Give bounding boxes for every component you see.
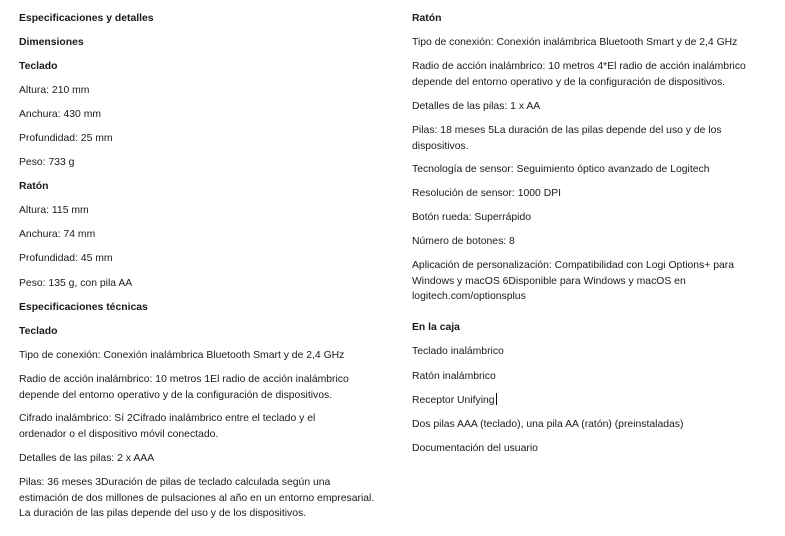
heading-in-the-box: En la caja [412,322,460,333]
box-item-mouse: Ratón inalámbrico [412,371,496,382]
mouse-width: Anchura: 74 mm [19,229,96,240]
keyboard-battery-details: Detalles de las pilas: 2 x AAA [19,453,155,464]
heading-mouse-dimensions: Ratón [19,181,49,192]
mouse-button-count: Número de botones: 8 [412,236,515,247]
mouse-height: Altura: 115 mm [19,205,89,216]
heading-tech-keyboard: Teclado [19,326,58,337]
keyboard-height: Altura: 210 mm [19,85,90,96]
keyboard-encryption: Cifrado inalámbrico: Sí 2Cifrado inalámbrico entre el teclado y el ordenador o el dispositivo móvil conectado. [19,413,316,440]
box-item-keyboard: Teclado inalámbrico [412,346,504,357]
keyboard-depth: Profundidad: 25 mm [19,133,113,144]
heading-keyboard-dimensions: Teclado [19,61,58,72]
box-item-receiver-label: Receptor Unifying [412,395,495,406]
mouse-battery-life: Pilas: 18 meses 5La duración de las pilas depende del uso y de los dispositivos. [412,125,722,152]
mouse-sensor-technology: Tecnología de sensor: Seguimiento óptico avanzado de Logitech [412,164,710,175]
box-item-receiver [412,393,497,409]
section-title-specs: Especificaciones y detalles [19,13,154,24]
box-item-batteries: Dos pilas AAA (teclado), una pila AA (ratón) (preinstaladas) [412,419,684,430]
mouse-wireless-range: Radio de acción inalámbrico: 10 metros 4*El radio de acción inalámbrico depende del entorno operativo y de la configuración de dispositivos. [412,61,746,88]
heading-tech-mouse: Ratón [412,13,442,24]
text-cursor [496,393,497,405]
keyboard-wireless-range: Radio de acción inalámbrico: 10 metros 1El radio de acción inalámbrico depende del entorno operativo y de la configuración de dispositivos. [19,374,349,401]
keyboard-weight: Peso: 733 g [19,157,75,168]
box-item-documentation: Documentación del usuario [412,443,538,454]
mouse-weight: Peso: 135 g, con pila AA [19,278,133,289]
keyboard-connection-type: Tipo de conexión: Conexión inalámbrica Bluetooth Smart y de 2,4 GHz [19,350,345,361]
mouse-sensor-resolution: Resolución de sensor: 1000 DPI [412,188,562,199]
mouse-depth: Profundidad: 45 mm [19,253,113,264]
keyboard-width: Anchura: 430 mm [19,109,102,120]
heading-dimensions: Dimensiones [19,37,84,48]
mouse-customization-app: Aplicación de personalización: Compatibilidad con Logi Options+ para Windows y macOS 6Disponible para Windows y macOS en logitech.com/optionsplus [412,260,735,302]
mouse-connection-type: Tipo de conexión: Conexión inalámbrica Bluetooth Smart y de 2,4 GHz [412,37,738,48]
heading-tech-specs: Especificaciones técnicas [19,302,148,313]
mouse-battery-details: Detalles de las pilas: 1 x AA [412,101,541,112]
keyboard-battery-life: Pilas: 36 meses 3Duración de pilas de teclado calculada según una estimación de dos millones de pulsaciones al año en un entorno empresarial. La duración de las pilas depende del uso y de los dispositivos. [19,477,375,519]
mouse-scroll-wheel: Botón rueda: Superrápido [412,212,532,223]
